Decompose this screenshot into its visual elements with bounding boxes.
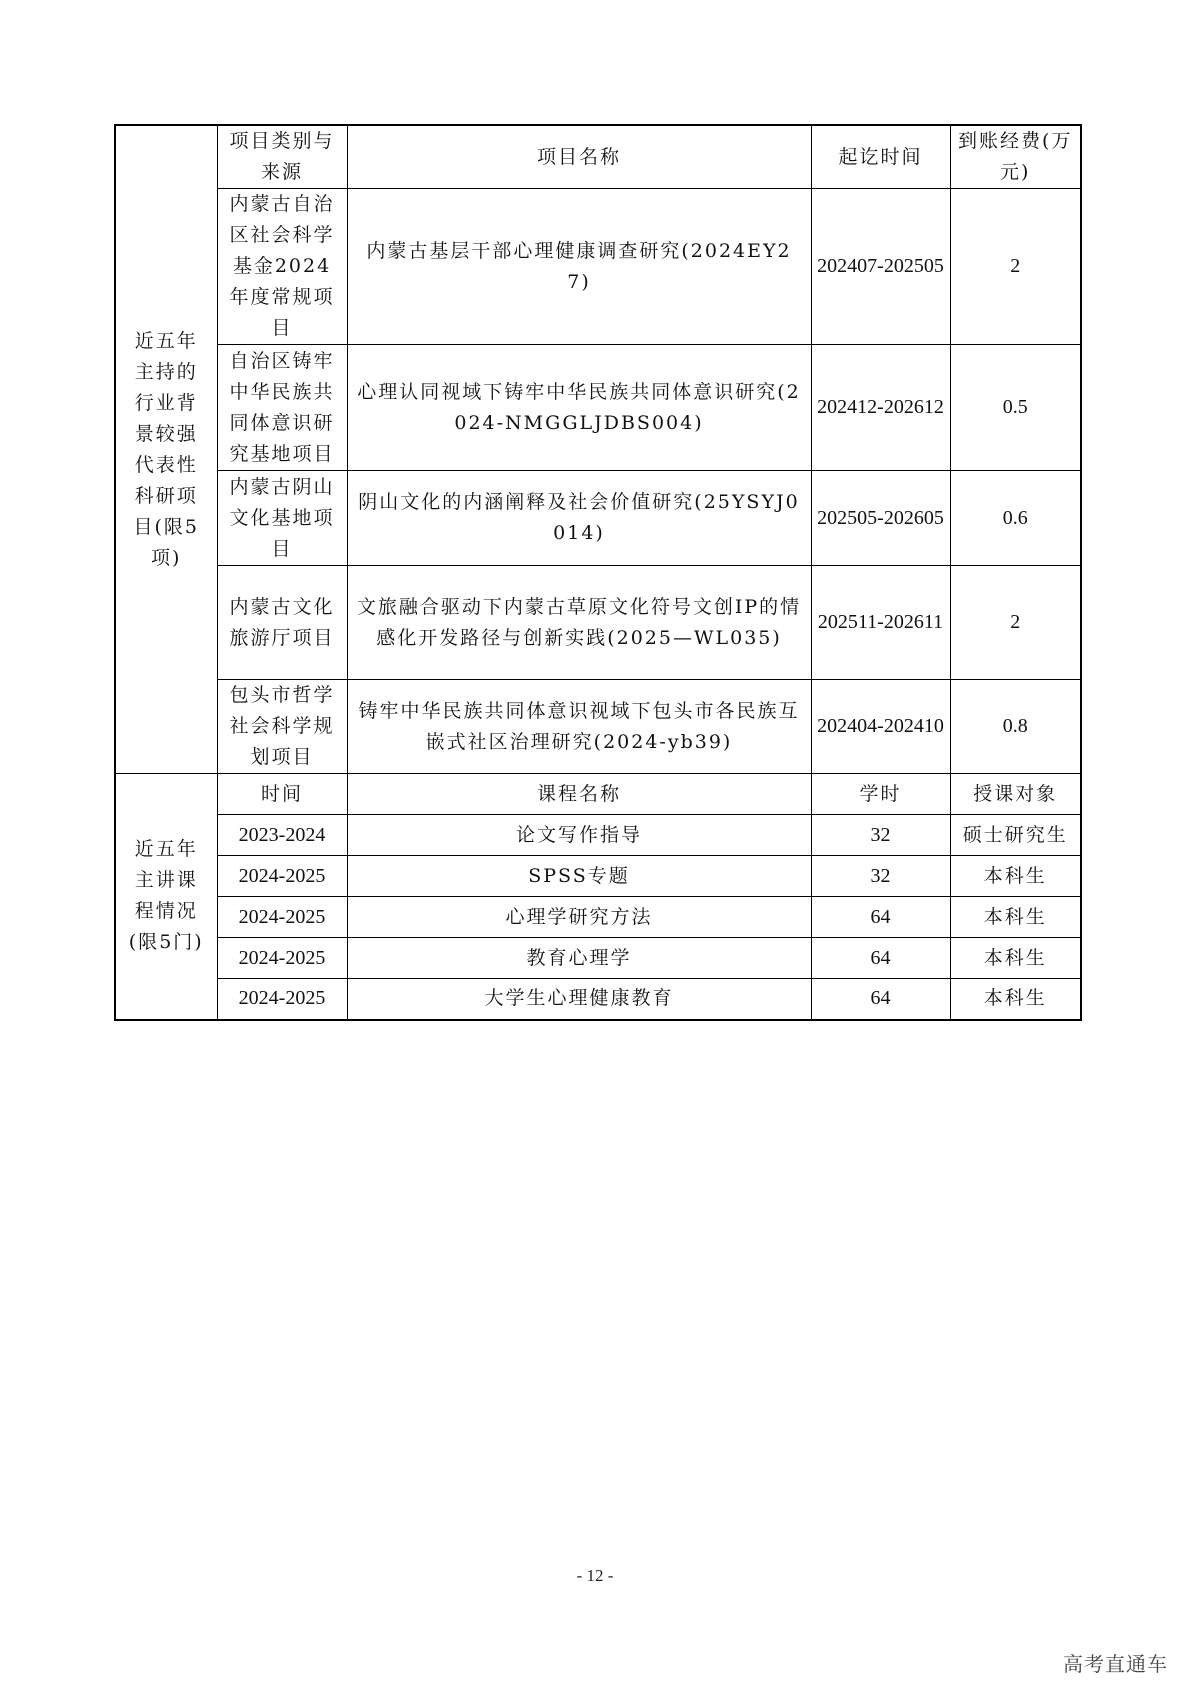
course-hours: 64 xyxy=(811,938,950,979)
project-category: 自治区铸牢中华民族共同体意识研究基地项目 xyxy=(217,345,347,471)
project-row xyxy=(115,345,1081,471)
course-row xyxy=(115,938,1081,979)
course-hours: 64 xyxy=(811,897,950,938)
header-audience: 授课对象 xyxy=(950,774,1081,815)
project-funding: 0.8 xyxy=(950,680,1081,774)
course-name: 教育心理学 xyxy=(347,938,811,979)
course-audience: 本科生 xyxy=(950,938,1081,979)
project-period: 202505-202605 xyxy=(811,471,950,566)
project-funding: 2 xyxy=(950,566,1081,680)
header-hours: 学时 xyxy=(811,774,950,815)
project-period: 202412-202612 xyxy=(811,345,950,471)
project-name: 内蒙古基层干部心理健康调查研究(2024EY27) xyxy=(347,189,811,345)
course-audience: 本科生 xyxy=(950,856,1081,897)
projects-header-row xyxy=(115,125,1081,189)
course-time: 2024-2025 xyxy=(217,979,347,1020)
project-category: 内蒙古阴山文化基地项目 xyxy=(217,471,347,566)
project-row xyxy=(115,680,1081,774)
course-row xyxy=(115,897,1081,938)
courses-header-row xyxy=(115,774,1081,815)
course-audience: 硕士研究生 xyxy=(950,815,1081,856)
header-project-name: 项目名称 xyxy=(347,125,811,189)
project-name: 铸牢中华民族共同体意识视域下包头市各民族互嵌式社区治理研究(2024-yb39) xyxy=(347,680,811,774)
header-time: 时间 xyxy=(217,774,347,815)
course-hours: 32 xyxy=(811,856,950,897)
watermark: 高考直通车 xyxy=(1063,1652,1168,1676)
course-row xyxy=(115,856,1081,897)
course-name: 心理学研究方法 xyxy=(347,897,811,938)
course-row xyxy=(115,815,1081,856)
course-time: 2023-2024 xyxy=(217,815,347,856)
projects-courses-table xyxy=(114,124,1082,1021)
course-hours: 32 xyxy=(811,815,950,856)
course-time: 2024-2025 xyxy=(217,938,347,979)
course-audience: 本科生 xyxy=(950,897,1081,938)
project-period: 202511-202611 xyxy=(811,566,950,680)
course-row xyxy=(115,979,1081,1020)
project-name: 心理认同视域下铸牢中华民族共同体意识研究(2024-NMGGLJDBS004) xyxy=(347,345,811,471)
project-category: 内蒙古文化旅游厅项目 xyxy=(217,566,347,680)
projects-section-label: 近五年主持的行业背景较强代表性科研项目(限5项) xyxy=(115,125,217,774)
project-name: 文旅融合驱动下内蒙古草原文化符号文创IP的情感化开发路径与创新实践(2025—WL035) xyxy=(347,566,811,680)
project-row xyxy=(115,566,1081,680)
project-funding: 2 xyxy=(950,189,1081,345)
project-period: 202404-202410 xyxy=(811,680,950,774)
project-row xyxy=(115,189,1081,345)
header-category: 项目类别与来源 xyxy=(217,125,347,189)
courses-section-label: 近五年主讲课程情况(限5门) xyxy=(115,774,217,1020)
project-funding: 0.5 xyxy=(950,345,1081,471)
project-period: 202407-202505 xyxy=(811,189,950,345)
course-name: SPSS专题 xyxy=(347,856,811,897)
course-hours: 64 xyxy=(811,979,950,1020)
project-category: 包头市哲学社会科学规划项目 xyxy=(217,680,347,774)
header-funding: 到账经费(万元) xyxy=(950,125,1081,189)
page-number: - 12 - xyxy=(576,1566,614,1585)
header-period: 起讫时间 xyxy=(811,125,950,189)
project-category: 内蒙古自治区社会科学基金2024年度常规项目 xyxy=(217,189,347,345)
course-name: 大学生心理健康教育 xyxy=(347,979,811,1020)
course-time: 2024-2025 xyxy=(217,897,347,938)
course-name: 论文写作指导 xyxy=(347,815,811,856)
project-funding: 0.6 xyxy=(950,471,1081,566)
project-row xyxy=(115,471,1081,566)
course-audience: 本科生 xyxy=(950,979,1081,1020)
header-course-name: 课程名称 xyxy=(347,774,811,815)
project-name: 阴山文化的内涵阐释及社会价值研究(25YSYJ0014) xyxy=(347,471,811,566)
course-time: 2024-2025 xyxy=(217,856,347,897)
